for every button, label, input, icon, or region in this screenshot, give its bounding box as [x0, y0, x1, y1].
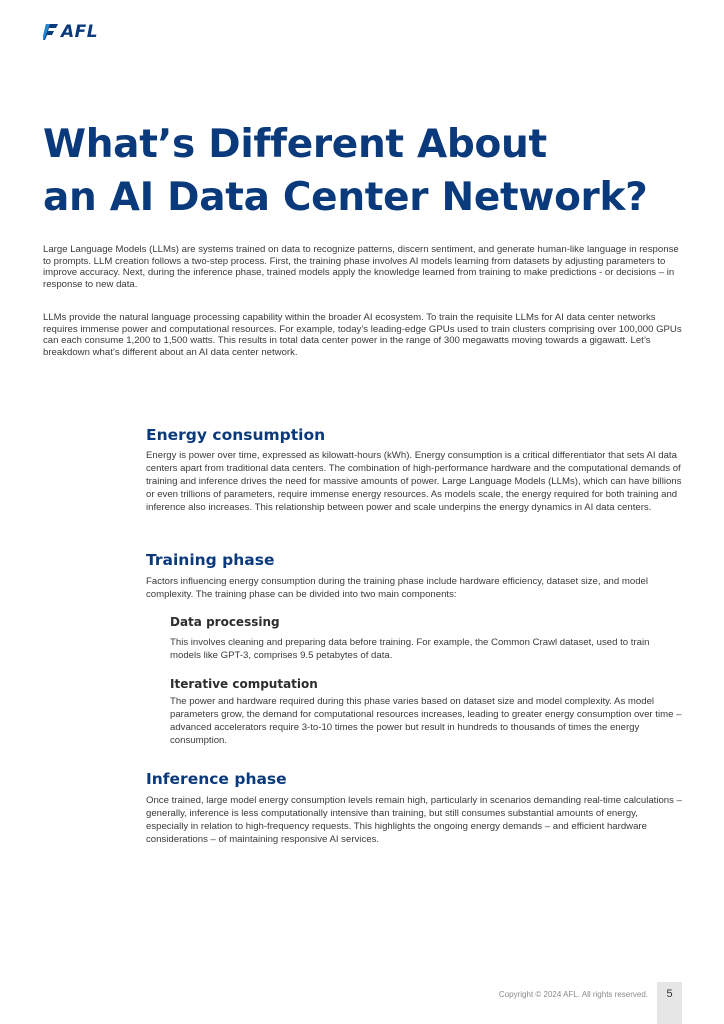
energy-consumption-body: Energy is power over time, expressed as kilowatt-hours (kWh). Energy consumption is a critical differentiator that sets AI data centers apart from traditional data centers. The combination of high-performance hardware and the computational demands of training and inference drives the need for massive amounts of power. Large Language Models (LLMs), which can have billions or even trillions of parameters, require immense energy resources. As models scale, the energy required for both training and inference also increases. This relationship between power and scale underpins the energy dynamics in AI data centers. — [146, 450, 682, 513]
footer-copyright: Copyright © 2024 AFL. All rights reserved. — [498, 990, 648, 999]
training-phase-body: Factors influencing energy consumption during the training phase include hardware efficiency, dataset size, and model complexity. The training phase can be divided into two main components: — [146, 576, 649, 600]
page-title — [43, 118, 683, 224]
data-processing-heading: Data processing — [170, 615, 280, 629]
inference-phase-heading: Inference phase — [146, 770, 287, 788]
data-processing-body: This involves cleaning and preparing data before training. For example, the Common Crawl dataset, used to train models like GPT-3, comprises 9.5 petabytes of data. — [170, 637, 650, 661]
page-title-line-2: an AI Data Center Network? — [43, 175, 648, 220]
afl-logo-text: AFL — [61, 22, 99, 42]
energy-consumption-heading: Energy consumption — [146, 426, 326, 444]
page-title-line-1: What’s Different About — [43, 122, 547, 167]
iterative-computation-heading: Iterative computation — [170, 677, 318, 691]
intro-paragraph-1: Large Language Models (LLMs) are systems trained on data to recognize patterns, discern sentiment, and generate human-like language in response to prompts. LLM creation follows a two-step process. First, the training phase involves AI models learning from datasets by adjusting parameters to improve accuracy. Next, during the inference phase, trained models apply the knowledge learned from training to make predictions - or decisions – in response to new data. — [43, 244, 679, 290]
iterative-computation-body: The power and hardware required during this phase varies based on dataset size and model complexity. As model parameters grow, the demand for computational resources increases, leading to greater energy consumption over time – advanced accelerators require 3-to-10 times the power but result in hundreds to thousands of times the energy consumption. — [170, 696, 682, 746]
training-phase-heading: Training phase — [146, 551, 275, 569]
afl-logo-icon — [43, 23, 59, 41]
page-number: 5 — [666, 988, 673, 1000]
intro-paragraph-2: LLMs provide the natural language processing capability within the broader AI ecosystem. To train the requisite LLMs for AI data center networks requires immense power and computational resources. For example, today’s leading-edge GPUs used to train clusters comprising over 100,000 GPUs can each consume 1,200 to 1,500 watts. This results in total data center power in the range of 300 megawatts moving towards a gigawatt. Let’s breakdown what’s different about an AI data center network. — [43, 312, 682, 358]
inference-phase-body: Once trained, large model energy consumption levels remain high, particularly in scenarios demanding real-time calculations – generally, inference is less computationally intensive than training, but still consumes substantial amounts of energy, especially in relation to high-frequency requests. This highlights the ongoing energy demands – and efficient hardware considerations – of maintaining responsive AI services. — [146, 795, 682, 845]
afl-logo — [43, 22, 98, 42]
